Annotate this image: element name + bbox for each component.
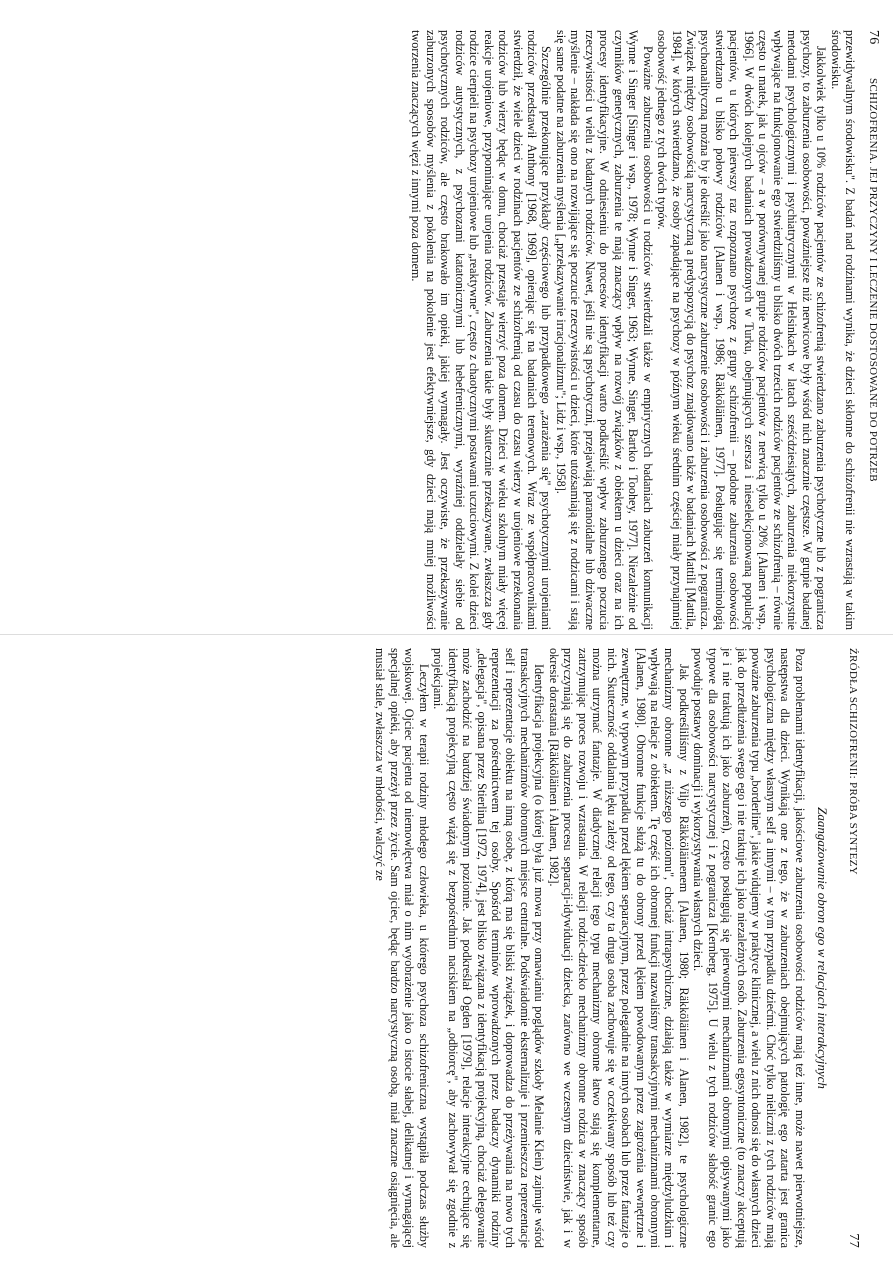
left-page-number: 76	[866, 30, 881, 45]
right-page	[3, 648, 863, 1248]
left-paragraph-4: Szczególnie przekonujące przykłady częściowego lub przypadkowego „zarażenia się" psychotycznymi urojeniami rodziców przedstawił Anthony [1968, 1969], opierając się na badaniach terenowych. Wraz ze współpracownikami stwierdził, że wiele dzieci w rodzinach pacjentów ze schizofrenią od czasu do czasu wierzy w urojeniowe przekonania rodziców lub wierzy będąc w domu, chociaż przestaje wierzyć poza domem. Dzieci w wieku szkolnym miały więcej reakcje urojeniowe, przypominające urojenia rodziców. Zaburzenia takie były skutecznie przekazywane, zwłaszcza gdy rodzice cierpieli na psychozy urojeniowe lub „reaktywne", często z chaotycznymi postawami uczuciowymi. Z kolei dzieci rodziców autystycznych, z psychozami katatonicznymi lub hebefrenicznymi, wyraźniej oddzielały siebie od psychotycznych rodziców, ale często brakowało im opieki, jakiej wymagały. Jest oczywiste, że przekazywanie zaburzonych sposobów myślenia z pokolenia na pokolenie jest efektywniejsze, gdy dzieci mają mniej możliwości tworzenia znaczących więzi z innymi poza domem.	[409, 30, 554, 630]
left-header	[859, 30, 883, 630]
right-header	[839, 648, 863, 1248]
left-body	[409, 30, 857, 630]
left-page	[23, 30, 883, 630]
right-paragraph-3: Identyfikacja projekcyjna (o której była już mowa przy omawianiu poglądów szkoły Melanie Klein) zajmuje wśród transakcyjnych mechanizmów obronnych miejsce centralne. Podświadomie eksternalizuje i przemieszcza reprezentacje self i reprezentacje obiektu na inną osobę, z którą ma się bliski związek, i doprowadza do przeżywania na nowo tych reprezentacji za pośrednictwem tej osoby. Spośród terminów wprowadzonych przez badaczy dynamiki rodziny „delegacja", opisana przez Stierlina [1972, 1974], jest blisko związana z identyfikacją projekcyjną, chociaż delegowanie może zachodzić na bardziej świadomym poziomie. Jak podkreślał Ogden [1979], relacje interakcyjne cechujące się identyfikacją projekcyjną często wiążą się z bezpośrednim naciskiem na „odbiorcę", aby zachowywał się zgodnie z projekcjami.	[431, 648, 547, 1248]
right-running-head: ŹRÓDŁA SCHIZOFRENII: PRÓBA SYNTEZY	[847, 648, 859, 875]
section-title: Zaangażowanie obron ego w relacjach interakcyjnych	[815, 807, 830, 1089]
left-paragraph-2: Jakkolwiek tylko u 10% rodziców pacjentów ze schizofrenią stwierdzano zaburzenia psychotyczne lub z pogranicza psychozy, to zaburzenia osobowości, poważniejsze niż nerwicowe były wśród nich znacznie częstsze. W grupie badanej metodami psychologicznymi i psychiatrycznymi w Helsinkach w latach sześćdziesiątych, zaburzenia niekorzystnie wpływające na funkcjonowanie ego stwierdziliśmy u blisko dwóch trzecich rodziców pacjentów ze schizofrenią – równie często u matek, jak u ojców – a w porównywanej grupie rodziców pacjentów z nerwicą tylko u 20% [Alanen i wsp., 1966]. W dwóch kolejnych badaniach prowadzonych w Turku, obejmujących szersza i nieselekcjonowaną populację pacjentów, u których pierwszy raz rozpoznano psychozę z grupy schizofrenii – podobne zaburzenia osobowości stwierdzano u blisko połowy rodziców [Alanen i wsp., 1986; Räkköläinen, 1977]. Posługując się terminologią psychoanalityczną można by je określić jako narcystyczne zaburzenie osobowości i zaburzenia osobowości z pogranicza. Związek między osobowością narcystyczną a predyspozycją do psychoz znajdowano także w badaniach Mattili [Mattila, 1984], w których stwierdzano, że osoby zapadające na psychozy w późnym wieku średnim częściej miały przynajmniej osobowość jednego z tych dwóch typów.	[655, 30, 829, 630]
left-running-head: SCHIZOFRENIA. JEJ PRZYCZYNY I LECZENIE DOSTOSOWANE DO POTRZEB	[867, 78, 879, 482]
right-paragraph-2: Jak podkreśliliśmy z Viljo Räkköläinenem [Alanen, 1980; Räkköläinen i Alanen, 1982], te psychologiczne mechanizmy obronne „z niższego poziomu", chociaż intrapsychiczne, działają także w wymiarze międzyludzkim i wpływają na relacje z obiektem. Tę część ich obronnej funkcji nazwaliśmy transakcyjnymi mechanizmami obronnymi [Alanen, 1980]. Obronne funkcje służą tu do obrony przed lękiem powodowanym przez zagrożenia wewnętrzne i zewnętrzne, w typowym przypadku przed lękiem separacyjnym, przez polegadnie na innych osobach lub przez fantazje o nich. Skuteczność oddalania lęku zależy od tego, czy ta druga osoba zachowuje się w oczekiwany sposób lub też czy można utrzymać fantazje. W diadycznej relacji tego typu mechanizmy obronne łatwo stają się komplementarne, zatrzymując proces rozwoju i wzrastania. W relacji rodzic-dziecko mechanizmy obronne rodzica w znaczący sposób przyczyniają się do zaburzenia procesu separacji-idywiduacji dziecka, zarówno we wczesnym dzieciństwie, jak i w okresie dorastania [Räkköläinen i Alanen, 1982].	[546, 648, 691, 1248]
left-paragraph-1: przewidywalnym środowisku". Z badań nad rodzinami wynika, że dzieci skłonne do schizofrenii nie wzrastają w takim środowisku.	[828, 30, 857, 630]
right-paragraph-1: Poza problemami identyfikacji, jakościowe zaburzenia osobowości rodziców mają też inne, może nawet pierwotniejsze, następstwa dla dzieci. Wynikają one z tego, że w zaburzeniach obejmujących patologię ego zatarta jest granica psychologiczna między własnym self a innymi – w tym przypadku dziećmi. Choć tylko nieliczni z tych rodziców mają poważne zaburzenia typu „borderline", jakie widujemy w praktyce klinicznej, a wielu z nich odnosi się do własnych dzieci jak do przedłużenia swego ego i nie traktuje ich jako niezależnych osób. Zaburzenia egosyntoniczne (to znaczy akceptują je i nie traktują ich jako zaburzeń), często posługują się pierwotnymi mechanizmami obronnymi opisywanymi jako typowe dla osobowości narcystycznej i z pogranicza [Kernberg, 1975]. U wielu z tych rodziców słabość granic ego powoduje postawy dominacji i wykorzystywania własnych dzieci.	[691, 648, 807, 1248]
right-body	[373, 648, 835, 1248]
left-paragraph-3: Poważne zaburzenia osobowości u rodziców stwierdzali także w empirycznych badaniach zaburzeń komunikacji Wynne i Singer [Singer i wsp., 1978; Wynne i Singer, 1963; Wynne, Singer, Bartko i Toohey, 1977]. Niezależnie od czynników genetycznych, zaburzenia te mają znaczący wpływ na rozwój związków z obiektem u dzieci oraz na ich procesy identyfikacyjne. W odniesieniu do procesów identyfikacji warto podkreślić wpływ zaburzonego poczucia rzeczywistości u wielu z badanych rodziców. Nawet, jeśli nie są psychotyczni, przejawiają paranoidalne lub dziwaczne myślenie – nakłada się ono na rozwijające się poczucie rzeczywistości u dzieci, które utożsamiają się z rodzicami i stają się same podatne na zaburzenia myślenia [„przekazywanie irracjonalizmu"; Lidz i wsp., 1958].	[553, 30, 655, 630]
right-page-number: 77	[846, 1233, 861, 1248]
right-paragraph-4: Leczyłem w terapii rodziny młodego człowieka, u którego psychoza schizofreniczna wystąpiła podczas służby wojskowej. Ojciec pacjenta od niemowlęctwa miał o nim wyobrażenie jako o istocie słabej, delikatnej i wymagającej specjalnej opieki, aby przeżył przez życie. Sam ojciec, będąc bardzo narcystyczną osobą, miał znaczne osiągnięcia, ale musiał stale, zwłaszcza w młodości, walczyć ze	[373, 648, 431, 1248]
gutter-shadow	[0, 634, 893, 635]
